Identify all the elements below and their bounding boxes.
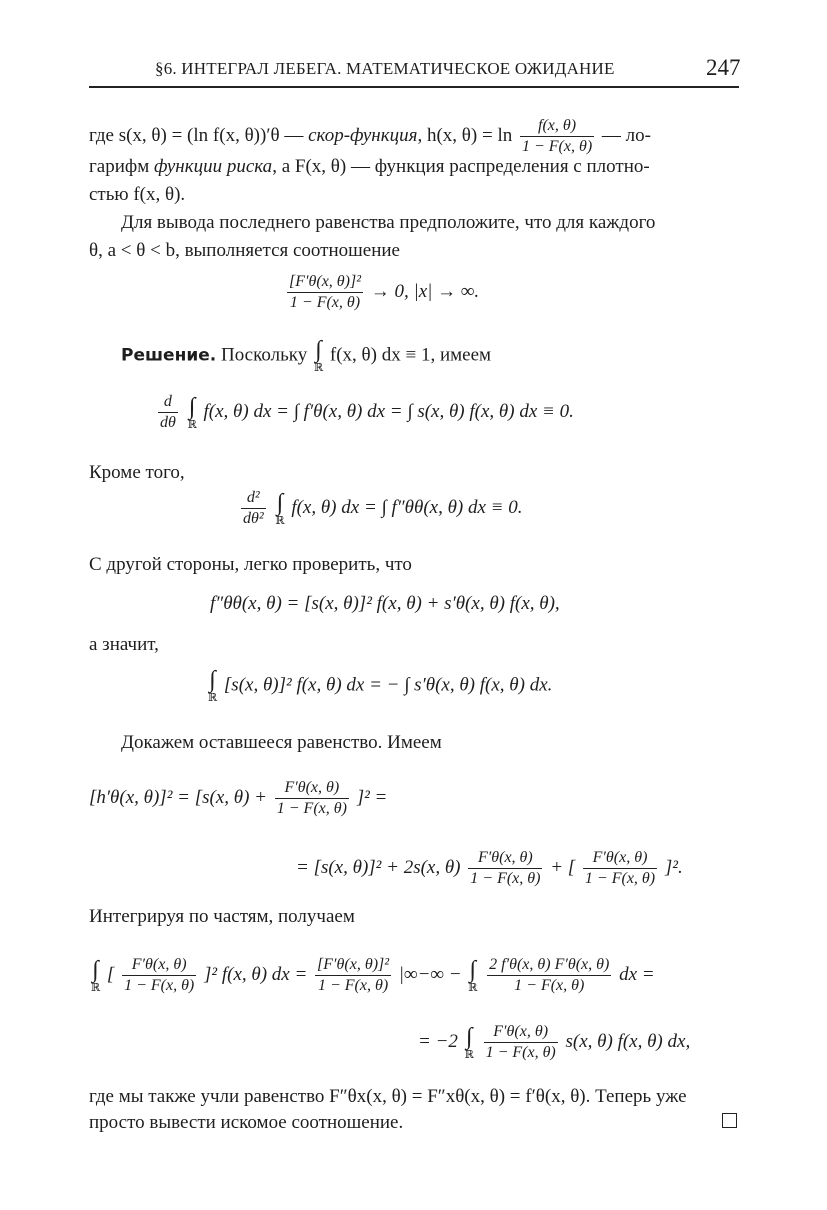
fraction-denominator: 1 − F(x, θ) [287, 292, 363, 313]
integral-sign: ∫ [276, 489, 284, 516]
integral-domain: ℝ [187, 418, 197, 431]
fraction-numerator: F′θ(x, θ) [284, 779, 340, 796]
equation-2 [238, 488, 523, 529]
equation-3: f″θθ(x, θ) = [s(x, θ)]² f(x, θ) + s′θ(x, θ) f(x, θ), [210, 593, 560, 614]
fraction [583, 848, 657, 889]
fraction [315, 955, 391, 996]
equation-text: + [ [550, 856, 576, 878]
equation-6 [296, 848, 683, 889]
equation-text: [h′θ(x, θ)]² = [s(x, θ) + [89, 786, 267, 808]
text: — ло- [597, 124, 651, 146]
equation-text: [s(x, θ)]² f(x, θ) dx = − ∫ s′θ(x, θ) f(x, θ) dx. [223, 674, 553, 696]
equation-5 [89, 778, 387, 819]
term-score-function: скор-функция [308, 124, 418, 146]
header-rule [89, 86, 739, 88]
equation-text: [ [106, 963, 115, 985]
fraction-numerator: f(x, θ) [538, 117, 577, 134]
text-line-4: Для вывода последнего равенства предположите, что для каждого [121, 212, 656, 233]
fraction [520, 116, 594, 157]
text-hence: а значит, [89, 634, 159, 655]
integral-domain: ℝ [313, 362, 324, 374]
fraction [468, 848, 542, 889]
fraction [487, 955, 611, 996]
evaluation-bounds: |∞−∞ [398, 963, 444, 985]
integral-domain: ℝ [275, 514, 285, 527]
text: где s(x, θ) = (ln f(x, θ))′θ — [89, 124, 309, 146]
fraction-numerator: d² [246, 489, 260, 506]
integral-domain: ℝ [208, 692, 218, 704]
equation-text: ]² f(x, θ) dx = [204, 963, 308, 985]
text: Поскольку [216, 344, 312, 366]
equation-1 [155, 392, 574, 433]
fraction [275, 778, 349, 819]
fraction-denominator: dθ² [243, 510, 264, 527]
integral-sign: ∫ [315, 337, 322, 363]
fraction-numerator: F′θ(x, θ) [592, 849, 648, 866]
text: f(x, θ) dx ≡ 1, имеем [325, 344, 492, 366]
text-final-2: просто вывести искомое соотношение. [89, 1112, 404, 1133]
fraction-numerator: [F′θ(x, θ)]² [317, 956, 390, 973]
integral-domain: ℝ [464, 1048, 474, 1061]
fraction [158, 392, 178, 433]
integral [208, 668, 217, 704]
equation-8 [418, 1022, 690, 1063]
fraction-denominator: dθ [160, 414, 176, 431]
equation-condition [284, 272, 479, 313]
integral [314, 338, 323, 374]
fraction-numerator: [F′θ(x, θ)]² [289, 273, 361, 290]
solution-label: Решение. [121, 345, 217, 366]
equation-text: = [s(x, θ)]² + 2s(x, θ) [296, 856, 461, 878]
equation-text: ]². [664, 856, 683, 878]
text-line-5: θ, a < θ < b, выполняется соотношение [89, 240, 400, 261]
equation-text: s(x, θ) f(x, θ) dx, [565, 1030, 691, 1052]
text-other-side: С другой стороны, легко проверить, что [89, 554, 412, 575]
text-final-1: где мы также учли равенство F″θx(x, θ) = F″xθ(x, θ) = f′θ(x, θ). Теперь уже [89, 1086, 687, 1107]
integral-sign: ∫ [188, 393, 196, 420]
text-prove-rest: Докажем оставшееся равенство. Имеем [121, 732, 442, 753]
fraction [241, 488, 266, 529]
solution-line [121, 338, 491, 374]
integral [91, 958, 100, 994]
fraction-denominator: 1 − F(x, θ) [521, 138, 593, 155]
integral [468, 958, 477, 994]
text-moreover: Кроме того, [89, 462, 185, 483]
integral-sign: ∫ [92, 956, 99, 983]
fraction-numerator: d [163, 393, 172, 410]
integral-sign: ∫ [209, 667, 216, 693]
integral [275, 491, 284, 527]
fraction [287, 272, 363, 313]
fraction-denominator: 1 − F(x, θ) [470, 870, 541, 887]
integral-domain: ℝ [91, 981, 101, 994]
text-line-2 [89, 152, 650, 182]
integral-domain: ℝ [468, 981, 478, 994]
text: гарифм [89, 156, 154, 177]
term-risk-function: функции риска [153, 156, 273, 177]
text-integrating: Интегрируя по частям, получаем [89, 906, 355, 927]
fraction-denominator: 1 − F(x, θ) [276, 800, 347, 817]
fraction [484, 1022, 558, 1063]
fraction-denominator: 1 − F(x, θ) [584, 870, 656, 887]
fraction-denominator: 1 − F(x, θ) [487, 975, 611, 996]
text-line-1 [89, 116, 651, 157]
equation-7 [89, 955, 655, 996]
equation-text: f(x, θ) dx = ∫ f″θθ(x, θ) dx ≡ 0. [291, 496, 523, 518]
equation-text: f(x, θ) dx = ∫ f′θ(x, θ) dx = ∫ s(x, θ) f(x, θ) dx ≡ 0. [203, 400, 574, 422]
fraction-numerator: F′θ(x, θ) [131, 956, 187, 973]
fraction-denominator: 1 − F(x, θ) [124, 977, 195, 994]
equation-text: dx = [619, 963, 655, 985]
integral [465, 1025, 474, 1061]
fraction-numerator: F′θ(x, θ) [477, 849, 533, 866]
fraction-denominator: 1 − F(x, θ) [315, 975, 391, 996]
text-line-3: стью f(x, θ). [89, 184, 186, 205]
integral-sign: ∫ [469, 956, 477, 983]
fraction-numerator: F′θ(x, θ) [493, 1023, 549, 1040]
qed-square-icon [722, 1113, 737, 1128]
equation-text: ]² = [356, 786, 388, 808]
integral [188, 395, 197, 431]
integral-sign: ∫ [465, 1023, 473, 1050]
running-header: §6. ИНТЕГРАЛ ЛЕБЕГА. МАТЕМАТИЧЕСКОЕ ОЖИДАНИЕ [155, 59, 615, 78]
equation-text: → 0, |x| → ∞. [370, 280, 480, 302]
fraction-numerator: 2 f′θ(x, θ) F′θ(x, θ) [489, 956, 610, 973]
equation-text: − [448, 963, 462, 985]
fraction-denominator: 1 − F(x, θ) [485, 1044, 556, 1061]
text: , а F(x, θ) — функция распределения с плотно- [272, 156, 650, 177]
equation-4 [206, 668, 552, 704]
fraction [122, 955, 196, 996]
page-number: 247 [706, 55, 741, 80]
text: , h(x, θ) = ln [417, 124, 513, 146]
equation-text: = −2 [418, 1030, 458, 1052]
